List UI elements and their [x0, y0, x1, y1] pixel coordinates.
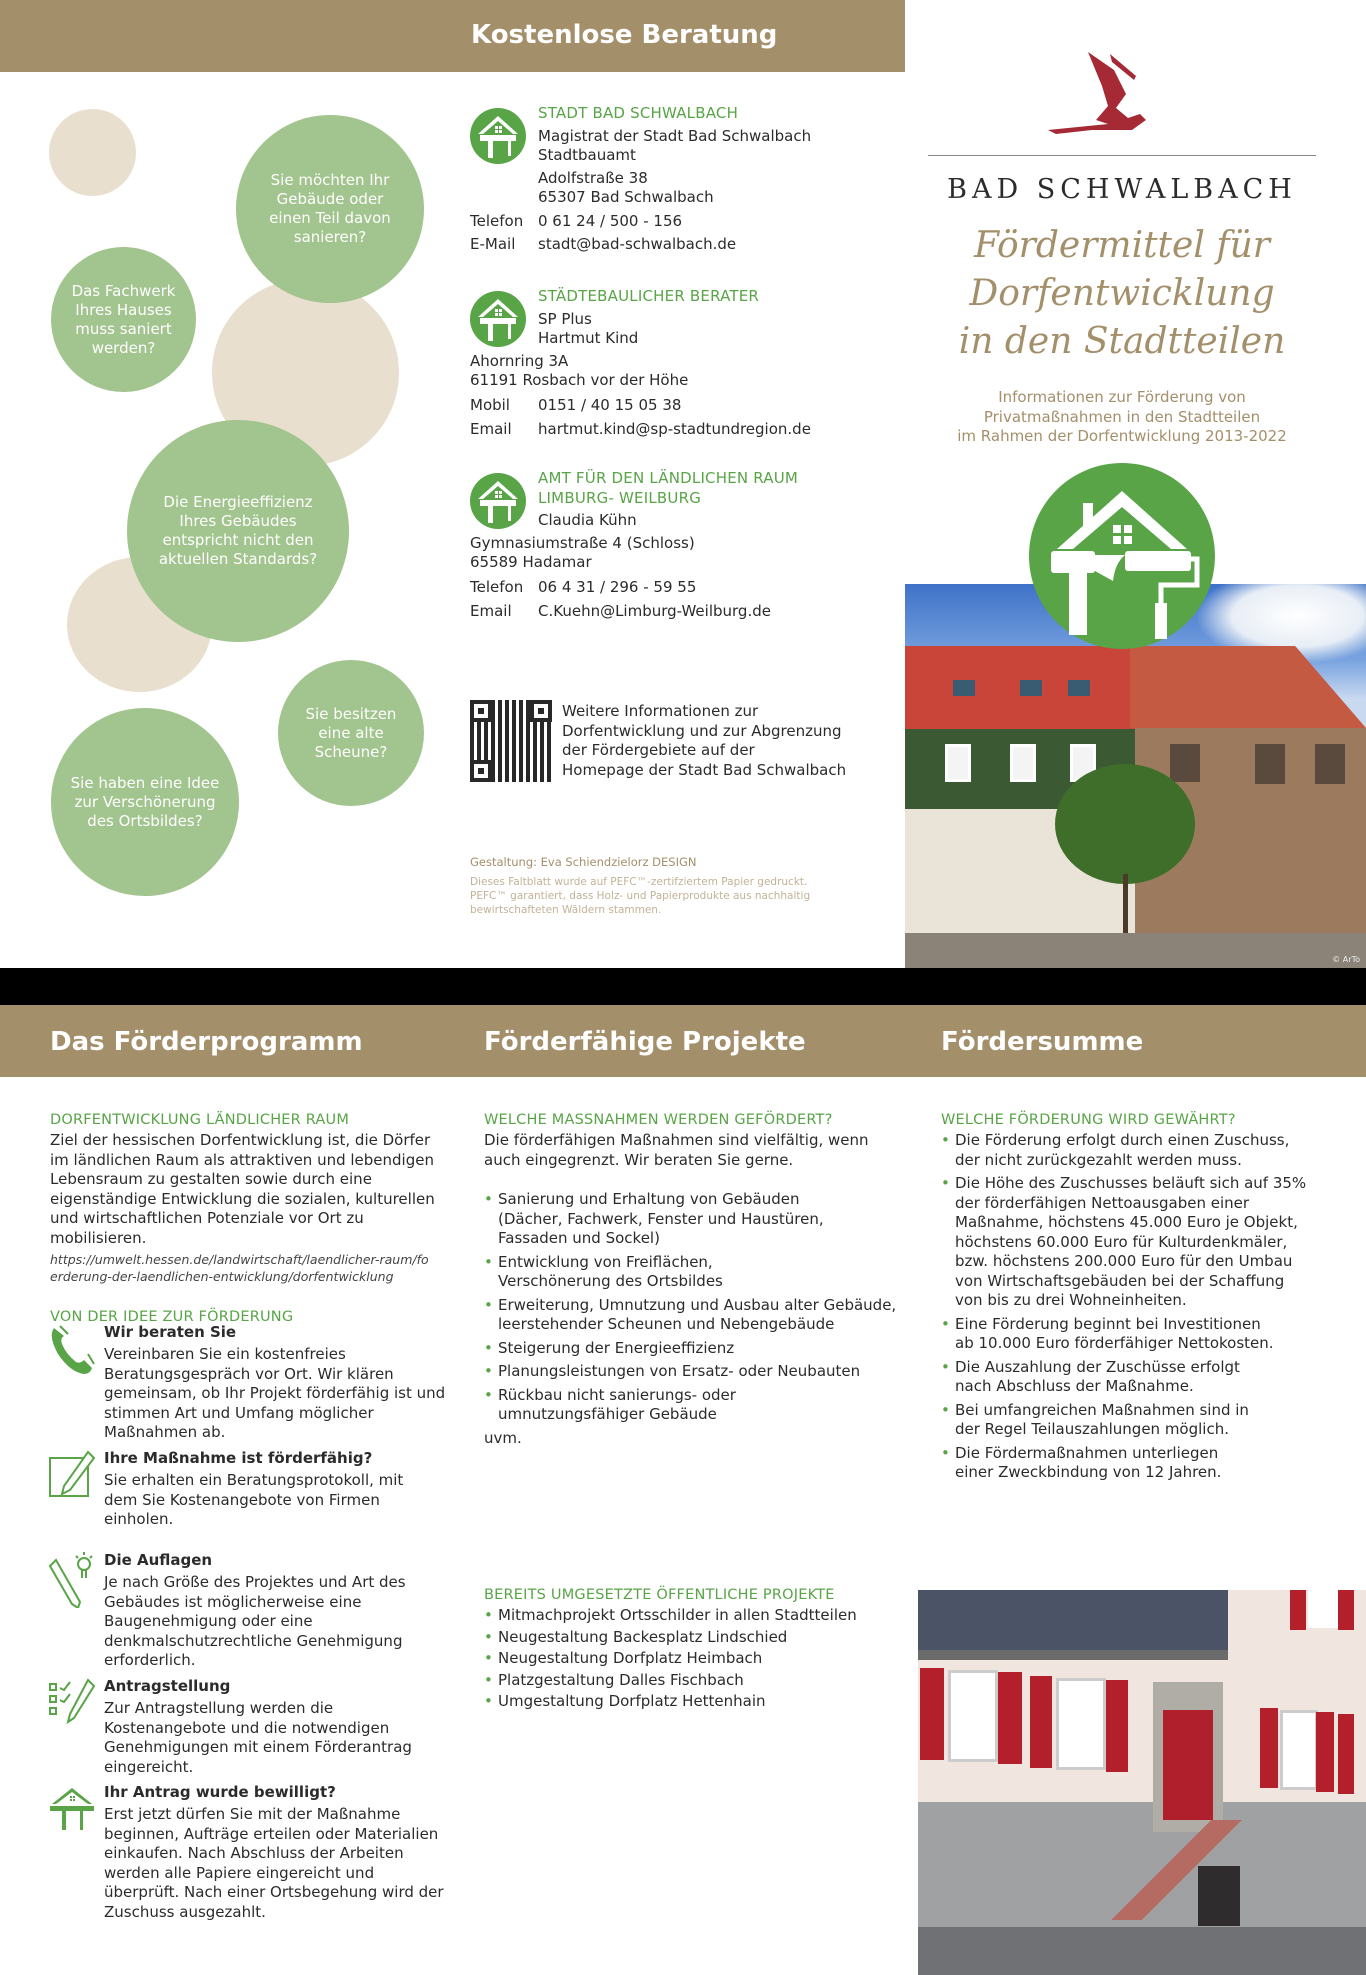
list-item: • Erweiterung, Umnutzung und Ausbau alter Gebäude, leerstehender Scheunen und Nebengebäude	[484, 1296, 904, 1335]
email-link[interactable]: C.Kuehn@Limburg-Weilburg.de	[538, 602, 771, 620]
photo-town-hall	[918, 1590, 1366, 1975]
qr-description: Weitere Informationen zur Dorfentwicklung und zur Abgrenzung der Fördergebiete auf der Homepage der Stadt Bad Schwalbach	[562, 702, 847, 779]
section-title-foerdersumme: Fördersumme	[941, 1027, 1144, 1057]
col-foerderprogramm: DORFENTWICKLUNG LÄNDLICHER RAUM Ziel der hessischen Dorfentwicklung ist, die Dörfer im ländlichen Raum als attraktiven und lebendigen Lebensraum zu gestalten sowie durch eine eigenständige Entwicklung die sozialen, kulturellen und wirtschaftlichen Potenziale vor Ort zu mobilisieren. https://umwelt.hessen.de/landwirtschaft/laendlicher-raum/foerderung-der-laendlichen-entwicklung/dorfentwicklung VON DER IDEE ZUR FÖRDERUNG	[50, 1112, 450, 1325]
fold-separator	[0, 968, 1366, 1005]
list-item: • Mitmachprojekt Ortsschilder in allen Stadtteilen	[484, 1606, 904, 1626]
phone-number[interactable]: 06 4 31 / 296 - 59 55	[538, 577, 697, 596]
section-heading: WELCHE MASSNAHMEN WERDEN GEFÖRDERT?	[484, 1112, 833, 1128]
brand-name: BAD SCHWALBACH	[947, 174, 1297, 205]
step-beraten: Wir beraten Sie Vereinbaren Sie ein kostenfreies Beratungsgespräch vor Ort. Wir klären gemeinsam, ob Ihr Projekt förderfähig ist und stimmen Art und Umfang möglicher Maßnahmen ab.	[48, 1322, 448, 1443]
measures-list	[484, 1190, 904, 1425]
list-item: • Die Auszahlung der Zuschüsse erfolgt nach Abschluss der Maßnahme.	[941, 1358, 1241, 1397]
step-auflagen: Die Auflagen Je nach Größe des Projektes und Art des Gebäudes ist möglicherweise eine Baugenehmigung oder eine denkmalschutzrechtliche Genehmigung erforderlich.	[48, 1550, 448, 1671]
contact-berater: STÄDTEBAULICHER BERATER SP Plus Hartmut Kind Ahornring 3A 61191 Rosbach vor der Höhe Mobil 0151 / 40 15 05 38 Email hartmut.kind@sp-stadtundregion.de	[470, 287, 900, 440]
script-title: Fördermittel für Dorfentwicklung in den Stadtteilen	[958, 225, 1286, 362]
list-item: • Neugestaltung Dorfplatz Heimbach	[484, 1649, 904, 1669]
section-heading: WELCHE FÖRDERUNG WIRD GEWÄHRT?	[941, 1112, 1236, 1128]
header-band-bottom	[0, 1005, 1366, 1077]
list-item: • Sanierung und Erhaltung von Gebäuden (Dächer, Fachwerk, Fenster und Haustüren, Fassaden und Sockel)	[484, 1190, 824, 1249]
step-antragstellung: Antragstellung Zur Antragstellung werden die Kostenangebote und die notwendigen Genehmigungen mit einem Förderantrag eingereicht.	[48, 1676, 448, 1777]
house-tools-icon	[48, 1784, 96, 1832]
checklist-icon	[48, 1678, 96, 1726]
section-title-foerderprogramm: Das Förderprogramm	[50, 1027, 363, 1057]
section-heading: DORFENTWICKLUNG LÄNDLICHER RAUM	[50, 1112, 350, 1128]
edit-icon	[48, 1450, 96, 1498]
email-link[interactable]: stadt@bad-schwalbach.de	[538, 235, 737, 253]
list-item: • Eine Förderung beginnt bei Investitionen ab 10.000 Euro förderfähiger Nettokosten.	[941, 1315, 1281, 1354]
house-tools-icon	[470, 473, 526, 529]
qr-code[interactable]	[470, 700, 552, 782]
pefc-note: Dieses Faltblatt wurde auf PEFC™-zertifziertem Papier gedruckt. PEFC™ garantiert, dass Holz- und Papierprodukte aus nachhaltig bewirtschafteten Wäldern stammen.	[470, 876, 811, 916]
list-item: • Die Fördermaßnahmen unterliegen einer Zweckbindung von 12 Jahren.	[941, 1444, 1241, 1483]
swallow-logo	[1040, 48, 1172, 134]
question-bubble: Die Energieeffizienz Ihres Gebäudes entspricht nicht den aktuellen Standards?	[127, 420, 349, 642]
contact-heading: STADT BAD SCHWALBACH	[538, 104, 739, 122]
section-title-projekte: Förderfähige Projekte	[484, 1027, 806, 1057]
list-item: • Bei umfangreichen Maßnahmen sind in der Regel Teilauszahlungen möglich.	[941, 1401, 1261, 1440]
question-bubble: Sie haben eine Idee zur Verschönerung des Ortsbildes?	[51, 708, 239, 896]
question-bubble: Das Fachwerk Ihres Hauses muss saniert werden?	[51, 247, 196, 392]
list-item: • Neugestaltung Backesplatz Lindschied	[484, 1628, 904, 1648]
projects-list	[484, 1606, 904, 1712]
photo-credit: © ArTo	[1332, 955, 1360, 964]
list-item: • Rückbau nicht sanierungs- oder umnutzungsfähiger Gebäude	[484, 1386, 764, 1425]
step-foerderfaehig: Ihre Maßnahme ist förderfähig? Sie erhalten ein Beratungsprotokoll, mit dem Sie Kostenangebote von Firmen einholen.	[48, 1448, 448, 1530]
list-item: • Umgestaltung Dorfplatz Hettenhain	[484, 1692, 904, 1712]
house-tools-icon	[470, 291, 526, 347]
list-item: • Die Förderung erfolgt durch einen Zuschuss, der nicht zurückgezahlt werden muss.	[941, 1131, 1311, 1170]
col-foerdersumme	[941, 1112, 1311, 1487]
contact-heading: AMT FÜR DEN LÄNDLICHEN RAUM	[538, 469, 799, 487]
phone-number[interactable]: 0151 / 40 15 05 38	[538, 395, 682, 414]
contact-heading: STÄDTEBAULICHER BERATER	[538, 287, 760, 305]
header-title: Kostenlose Beratung	[471, 20, 778, 50]
phone-icon	[48, 1324, 96, 1372]
contact-stadt: STADT BAD SCHWALBACH Magistrat der Stadt Bad Schwalbach Stadtbauamt Adolfstraße 38 65307 Bad Schwalbach Telefon 0 61 24 / 500 - 156 E-Mail stadt@bad-schwalbach.de	[470, 104, 900, 255]
list-item: • Die Höhe des Zuschusses beläuft sich auf 35% der förderfähigen Nettoausgaben einer Maßnahme, höchstens 45.000 Euro je Objekt, höchstens 60.000 Euro für Kulturdenkmäler, bzw. höchstens 200.000 Euro für den Umbau von Wirtschaftsgebäuden bei der Schaffung von bis zu drei Wohneinheiten.	[941, 1174, 1311, 1311]
section-heading: BEREITS UMGESETZTE ÖFFENTLICHE PROJEKTE	[484, 1587, 835, 1603]
design-credit: Gestaltung: Eva Schiendzielorz DESIGN	[470, 855, 697, 869]
decor-circle	[49, 109, 136, 196]
phone-number[interactable]: 0 61 24 / 500 - 156	[538, 211, 683, 230]
question-bubble: Sie möchten Ihr Gebäude oder einen Teil davon sanieren?	[236, 115, 424, 303]
email-link[interactable]: hartmut.kind@sp-stadtundregion.de	[538, 420, 811, 438]
section-heading: VON DER IDEE ZUR FÖRDERUNG	[50, 1309, 294, 1325]
contact-amt: AMT FÜR DEN LÄNDLICHEN RAUM LIMBURG- WEILBURG Claudia Kühn Gymnasiumstraße 4 (Schloss) 65589 Hadamar Telefon 06 4 31 / 296 - 59 55 Email C.Kuehn@Limburg-Weilburg.de	[470, 469, 900, 622]
step-bewilligt: Ihr Antrag wurde bewilligt? Erst jetzt dürfen Sie mit der Maßnahme beginnen, Aufträge erteilen oder Materialien einkaufen. Nach Abschluss der Arbeiten werden alle Papiere eingereicht und überprüft. Nach einer Ortsbegehung wird der Zuschuss ausgezahlt.	[48, 1782, 448, 1922]
funding-list	[941, 1131, 1311, 1483]
question-bubble: Sie besitzen eine alte Scheune?	[278, 660, 424, 806]
list-item: • Planungsleistungen von Ersatz- oder Neubauten	[484, 1362, 904, 1382]
source-link[interactable]: https://umwelt.hessen.de/landwirtschaft/laendlicher-raum/foerderung-der-laendlichen-entwicklung/dorfentwicklung	[50, 1252, 429, 1284]
house-tools-icon	[1029, 463, 1215, 649]
subtitle: Informationen zur Förderung von Privatmaßnahmen in den Stadtteilen im Rahmen der Dorfentwicklung 2013-2022	[957, 388, 1287, 445]
col-projekte: WELCHE MASSNAHMEN WERDEN GEFÖRDERT? Die förderfähigen Maßnahmen sind vielfältig, wenn auch eingegrenzt. Wir beraten Sie gerne. • Sanierung und Erhaltung von Gebäuden (Dächer, Fachwerk, Fenster und Haustüren, Fassaden und Sockel) • Entwicklung von Freiflächen, Verschönerung des Ortsbildes • Erweiterung, Umnutzung und Ausbau alter Gebäude, leerstehender Scheunen und Nebengebäude • Steigerung der Energieeffizienz • Planungsleistungen von Ersatz- oder Neubauten • Rückbau nicht sanierungs- oder umnutzungsfähiger Gebäude uvm.	[484, 1112, 904, 1448]
header-band-top	[0, 0, 905, 72]
list-item: • Platzgestaltung Dalles Fischbach	[484, 1671, 904, 1691]
col-projekte-done	[484, 1587, 904, 1714]
pencil-bulb-icon	[48, 1552, 96, 1600]
logo-divider	[928, 155, 1316, 156]
list-item: • Entwicklung von Freiflächen, Verschönerung des Ortsbildes	[484, 1253, 754, 1292]
list-item: • Steigerung der Energieeffizienz	[484, 1339, 904, 1359]
house-tools-icon	[470, 108, 526, 164]
